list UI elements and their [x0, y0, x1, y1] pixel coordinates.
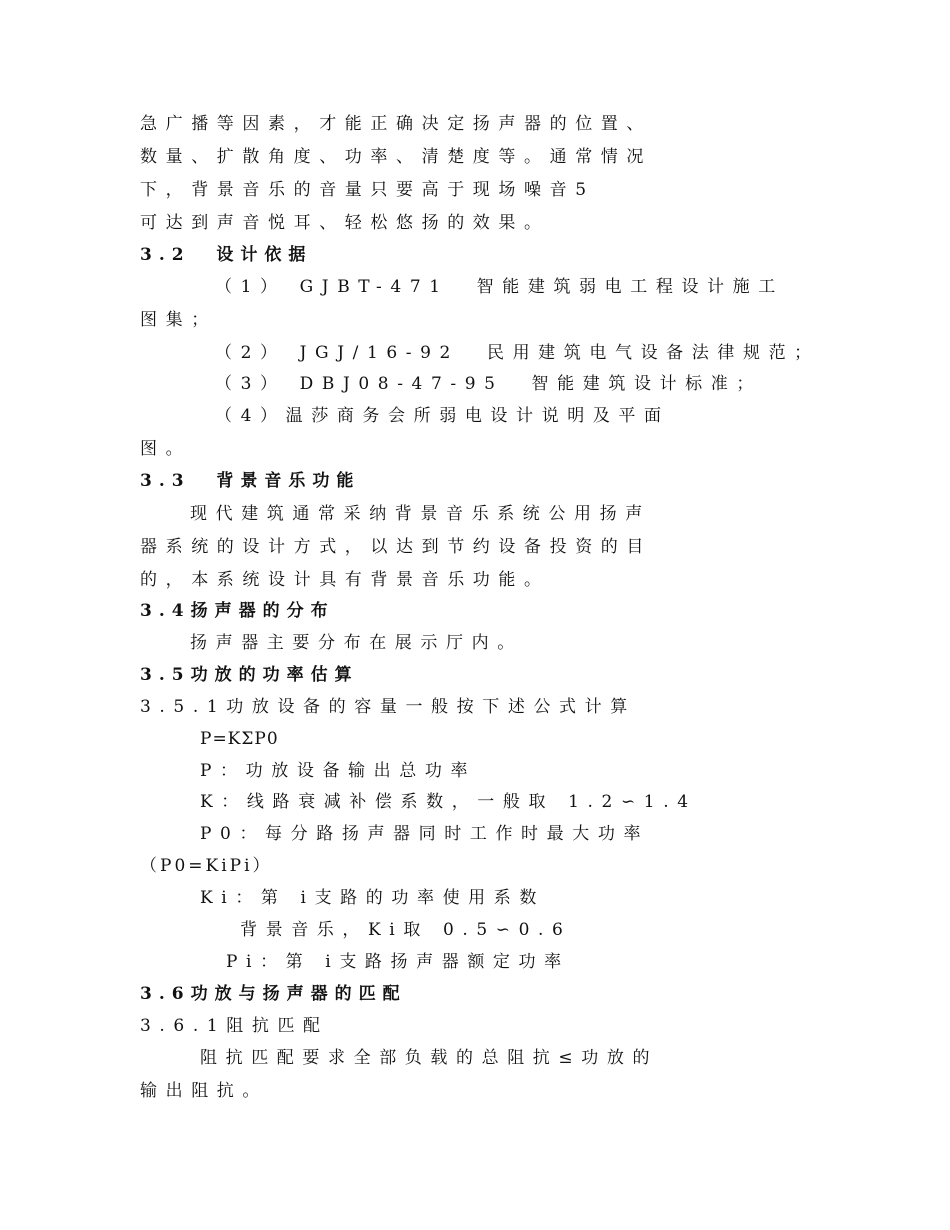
reference-item-1: （1） GJBT-471 智能建筑弱电工程设计施工	[215, 277, 784, 297]
paragraph-line: 急广播等因素，才能正确决定扬声器的位置、	[140, 114, 652, 134]
formula-definition-ki-value: 背景音乐，Ki取 0.5∽0.6	[240, 920, 572, 940]
reference-item-1-cont: 图集；	[140, 310, 217, 330]
formula-definition-p0-cont: （P0=KiPi）	[140, 856, 273, 876]
subsection-heading-3-6-1: 3.6.1阻抗匹配	[140, 1016, 329, 1036]
paragraph-line: 数量、扩散角度、功率、清楚度等。通常情况	[140, 147, 652, 167]
reference-item-2: （2） JGJ/16-92 民用建筑电气设备法律规范；	[215, 343, 820, 363]
paragraph-line: 下，背景音乐的音量只要高于现场噪音5	[140, 180, 595, 200]
formula-definition-p0: P0：每分路扬声器同时工作时最大功率	[200, 824, 650, 844]
section-heading-3-4: 3.4扬声器的分布	[140, 601, 335, 621]
subsection-heading-3-5-1: 3.5.1功放设备的容量一般按下述公式计算	[140, 697, 636, 717]
section-heading-3-3: 3.3 背景音乐功能	[140, 471, 361, 491]
section-heading-3-6: 3.6功放与扬声器的匹配	[140, 984, 407, 1004]
paragraph-line: 阻抗匹配要求全部负载的总阻抗≤功放的	[200, 1048, 659, 1068]
paragraph-line: 现代建筑通常采纳背景音乐系统公用扬声	[190, 504, 651, 524]
section-heading-3-2: 3.2 设计依据	[140, 245, 313, 265]
formula-definition-pi: Pi：第 i支路扬声器额定功率	[226, 952, 570, 972]
reference-item-3: （3） DBJ08-47-95 智能建筑设计标准；	[215, 374, 762, 394]
formula-definition-p: P：功放设备输出总功率	[200, 761, 477, 781]
paragraph-line: 器系统的设计方式，以达到节约设备投资的目	[140, 537, 652, 557]
paragraph-line: 输出阻抗。	[140, 1081, 268, 1101]
paragraph-line: 扬声器主要分布在展示厅内。	[190, 633, 523, 653]
formula-definition-k: K：线路衰减补偿系数，一般取 1.2∽1.4	[200, 792, 697, 812]
reference-item-4-cont: 图。	[140, 439, 192, 459]
paragraph-line: 可达到声音悦耳、轻松悠扬的效果。	[140, 213, 550, 233]
section-heading-3-5: 3.5功放的功率估算	[140, 665, 359, 685]
reference-item-4: （4）温莎商务会所弱电设计说明及平面	[215, 406, 670, 426]
formula-definition-ki: Ki：第 i支路的功率使用系数	[200, 888, 545, 908]
formula-line: P=KΣP0	[200, 729, 279, 749]
paragraph-line: 的，本系统设计具有背景音乐功能。	[140, 570, 550, 590]
